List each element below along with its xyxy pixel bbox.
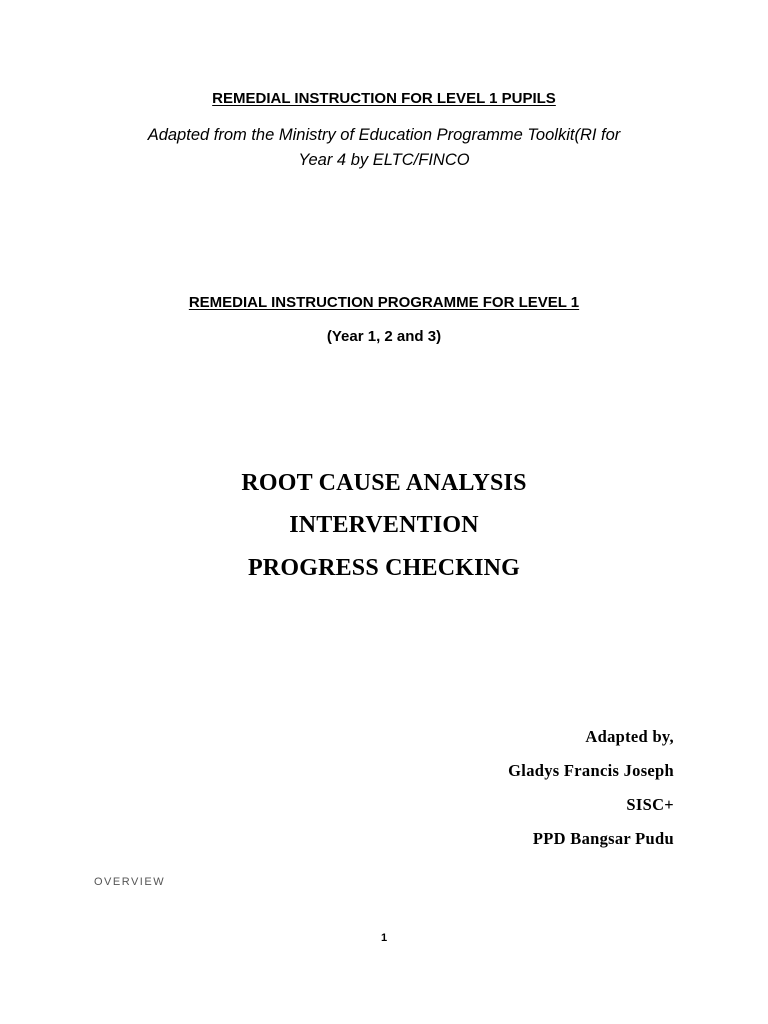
section-label-overview: OVERVIEW <box>94 876 166 888</box>
author-name: Gladys Francis Joseph <box>508 761 674 780</box>
subtitle-line-2: Year 4 by ELTC/FINCO <box>298 151 470 169</box>
subtitle-line-1: Adapted from the Ministry of Education Programme Toolkit(RI for <box>147 126 621 144</box>
author-role: SISC+ <box>626 795 674 814</box>
programme-years: (Year 1, 2 and 3) <box>326 328 442 345</box>
programme-title: REMEDIAL INSTRUCTION PROGRAMME FOR LEVEL 1 <box>188 294 580 311</box>
page-number: 1 <box>380 932 388 944</box>
document-title: REMEDIAL INSTRUCTION FOR LEVEL 1 PUPILS <box>212 90 556 107</box>
adapted-by-label: Adapted by, <box>585 727 674 746</box>
author-office: PPD Bangsar Pudu <box>532 829 674 848</box>
topic-progress-checking: PROGRESS CHECKING <box>247 555 521 581</box>
topic-intervention: INTERVENTION <box>289 512 479 538</box>
topic-root-cause-analysis: ROOT CAUSE ANALYSIS <box>241 470 527 496</box>
